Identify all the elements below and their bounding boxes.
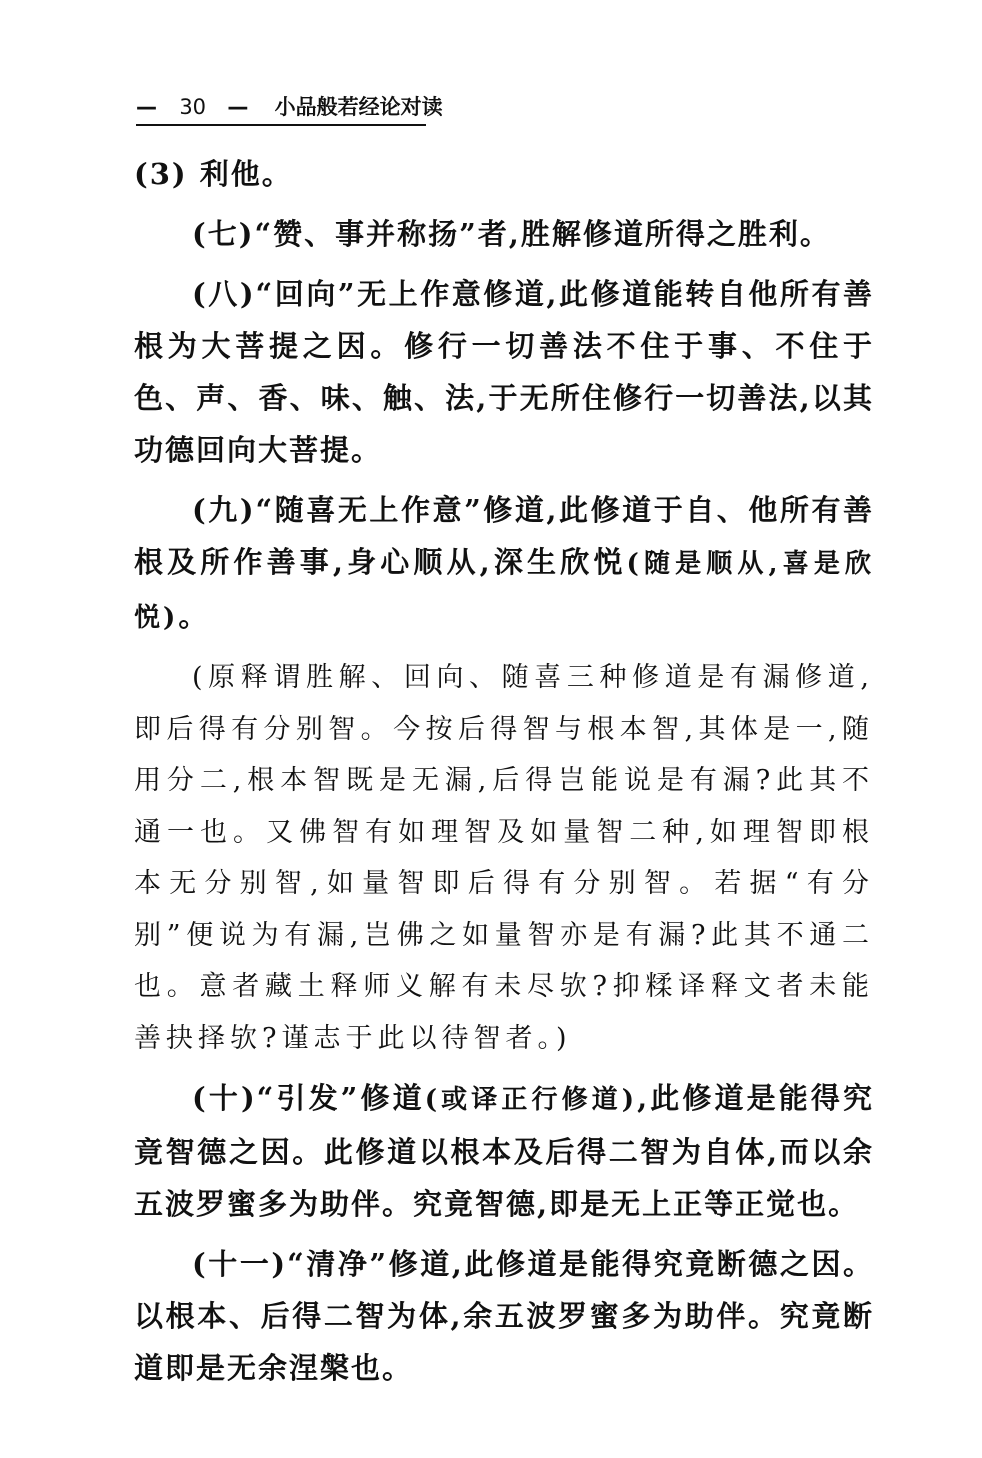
paragraph-nine-main: (九)“随喜无上作意”修道,此修道于自、他所有善根及所作善事,身心顺从,深生欣悦 [134,493,874,579]
paragraph-ten [134,1072,874,1230]
paragraph-eight: (八)“回向”无上作意修道,此修道能转自他所有善根为大菩提之因。修行一切善法不住于事、不住于色、声、香、味、触、法,于无所住修行一切善法,以其功德回向大菩提。 [134,277,874,467]
body-text [134,148,874,1394]
paragraph-eleven: (十一)“清净”修道,此修道是能得究竟断德之因。以根本、后得二智为体,余五波罗蜜多为助伴。究竟断道即是无余涅槃也。 [134,1247,874,1385]
paragraph-nine-end: 。 [178,599,210,633]
paragraph-seven: (七)“赞、事并称扬”者,胜解修道所得之胜利。 [192,217,831,251]
page-number: 30 [179,95,207,119]
header-dash-left: — [136,95,157,119]
paragraph-nine-note: (随是顺从,喜是欣悦) [134,549,874,633]
paragraph-ten-note: (或译正行修道) [424,1085,638,1115]
book-title: 小品般若经论对读 [274,95,443,119]
header-rule [136,124,426,126]
header-dash-right: — [227,95,249,119]
paragraph-commentary-note: (原释谓胜解、回向、随喜三种修道是有漏修道,即后得有分别智。今按后得智与根本智,其体是一,随用分二,根本智既是无漏,后得岂能说是有漏?此其不通一也。又佛智有如理智及如量智二种,如理智即根本无分别智,如量智即后得有分别智。若据“有分别”便说为有漏,岂佛之如量智亦是有漏?此其不通二也。意者藏土释师义解有未尽欤?抑糅译释文者未能善抉择欤?谨志于此以待智者。) [134,662,874,1054]
paragraph-3-benefit-others: (3) 利他。 [134,157,293,191]
paragraph-ten-rest: ,此修道是能得究竟智德之因。此修道以根本及后得二智为自体,而以余五波罗蜜多为助伴。究竟智德,即是无上正等正觉也。 [134,1081,874,1221]
paragraph-ten-start: (十)“引发”修道 [192,1081,425,1115]
paragraph-nine [134,484,874,644]
running-head [136,92,866,122]
